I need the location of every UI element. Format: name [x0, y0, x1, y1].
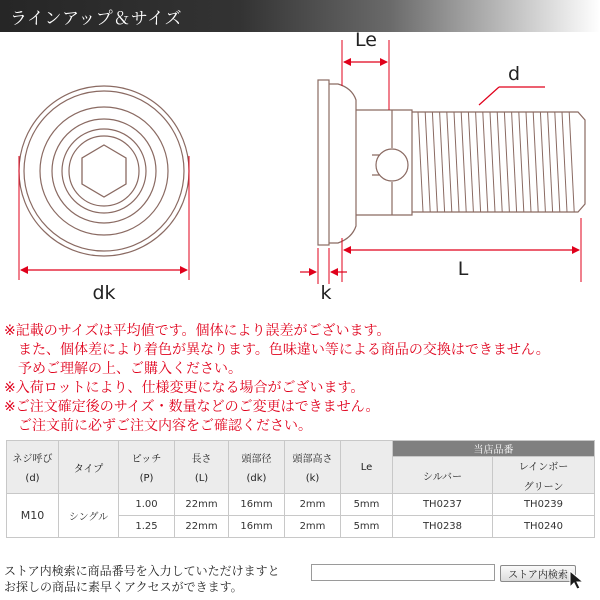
label-k: k [320, 282, 332, 304]
dimension-d-leader [479, 87, 545, 105]
thread-line [504, 112, 509, 212]
header-head-height [285, 441, 341, 494]
store-search-hint-line2: お探しの商品に素早くアクセスができます。 [4, 580, 243, 594]
thread-line [555, 112, 560, 212]
cell-thread: M10 [7, 494, 59, 538]
cell-head-height: 2mm [285, 494, 341, 516]
section-title: ラインアップ＆サイズ [10, 9, 182, 29]
cursor-arrow-icon [568, 569, 588, 591]
header-le: Le [341, 441, 393, 494]
thread-line [569, 112, 574, 212]
thread-line [476, 112, 481, 212]
header-length [175, 441, 229, 494]
thread-line [425, 112, 430, 212]
header-pitch-label: ピッチ [131, 454, 162, 465]
thread-line [447, 112, 452, 212]
cell-le: 5mm [341, 494, 393, 516]
cell-length: 22mm [175, 494, 229, 516]
header-rainbow-line1: レインボー [518, 461, 569, 473]
cell-silver-part: TH0238 [393, 516, 493, 538]
table-row [7, 494, 595, 516]
header-thread-sub: (d) [25, 473, 40, 484]
thread-line [548, 112, 553, 212]
store-search-button[interactable]: ストア内検索 [500, 565, 576, 582]
header-rainbow-line2: グリーン [523, 481, 564, 493]
dimension-dk [19, 156, 189, 280]
label-le: Le [355, 29, 377, 51]
store-search-hint-line1: ストア内検索に商品番号を入力していただけますと [4, 564, 280, 578]
label-d: d [507, 63, 521, 85]
note-line: ※入荷ロットにより、仕様変更になる場合がございます。 [4, 380, 365, 396]
thread-line [519, 112, 524, 212]
header-length-sub: (L) [194, 473, 209, 484]
thread-line [440, 112, 445, 212]
header-head-height-label: 頭部高さ [292, 454, 333, 465]
cell-rainbow-part: TH0239 [493, 494, 595, 516]
cell-silver-part: TH0237 [393, 494, 493, 516]
header-thread [7, 441, 59, 494]
cell-pitch: 1.25 [119, 516, 175, 538]
thread-line [540, 112, 545, 212]
thread-line [468, 112, 473, 212]
thread-line [454, 112, 459, 212]
thread-line [432, 112, 437, 212]
cell-head-diameter: 16mm [229, 494, 285, 516]
header-type: タイプ [59, 441, 119, 494]
bolt-head-front-view [19, 86, 189, 256]
dimension-k [300, 248, 347, 284]
note-line: 予めご理解の上、ご購入ください。 [4, 361, 242, 377]
note-line: ご注文前に必ずご注文内容をご確認ください。 [4, 418, 312, 434]
bolt-side-view [318, 80, 585, 245]
thread-line [418, 112, 423, 212]
thread-line [483, 112, 488, 212]
header-head-height-sub: (k) [305, 473, 320, 484]
thread-line [562, 112, 567, 212]
cell-rainbow-part: TH0240 [493, 516, 595, 538]
thread-line [461, 112, 466, 212]
thread-line [533, 112, 538, 212]
header-head-diameter [229, 441, 285, 494]
header-head-diameter-sub: (dk) [246, 473, 267, 484]
cell-head-height: 2mm [285, 516, 341, 538]
cell-head-diameter: 16mm [229, 516, 285, 538]
thread-line [526, 112, 531, 212]
store-search-hint [4, 563, 280, 595]
cell-pitch: 1.00 [119, 494, 175, 516]
header-silver: シルバー [393, 457, 493, 494]
header-head-diameter-label: 頭部径 [241, 454, 272, 465]
header-length-label: 長さ [191, 454, 212, 465]
header-pitch [119, 441, 175, 494]
label-l: L [457, 258, 469, 280]
thread-line [497, 112, 502, 212]
cell-type: シングル [59, 494, 119, 538]
header-store-part-number: 当店品番 [393, 441, 595, 457]
cell-length: 22mm [175, 516, 229, 538]
note-line: また、個体差により着色が異なります。色味違い等による商品の交換はできません。 [4, 342, 550, 358]
label-dk: dk [92, 282, 116, 304]
cell-le: 5mm [341, 516, 393, 538]
thread-line [512, 112, 517, 212]
note-line: ※ご注文確定後のサイズ・数量などのご変更はできません。 [4, 399, 380, 415]
header-rainbow [493, 457, 595, 494]
note-line: ※記載のサイズは平均値です。個体により誤差がございます。 [4, 323, 391, 339]
notes-block [4, 322, 600, 436]
spec-table [6, 440, 595, 538]
header-pitch-sub: (P) [139, 473, 154, 484]
store-search-input[interactable] [311, 564, 495, 581]
thread-line [490, 112, 495, 212]
header-thread-label: ネジ呼び [12, 454, 53, 465]
